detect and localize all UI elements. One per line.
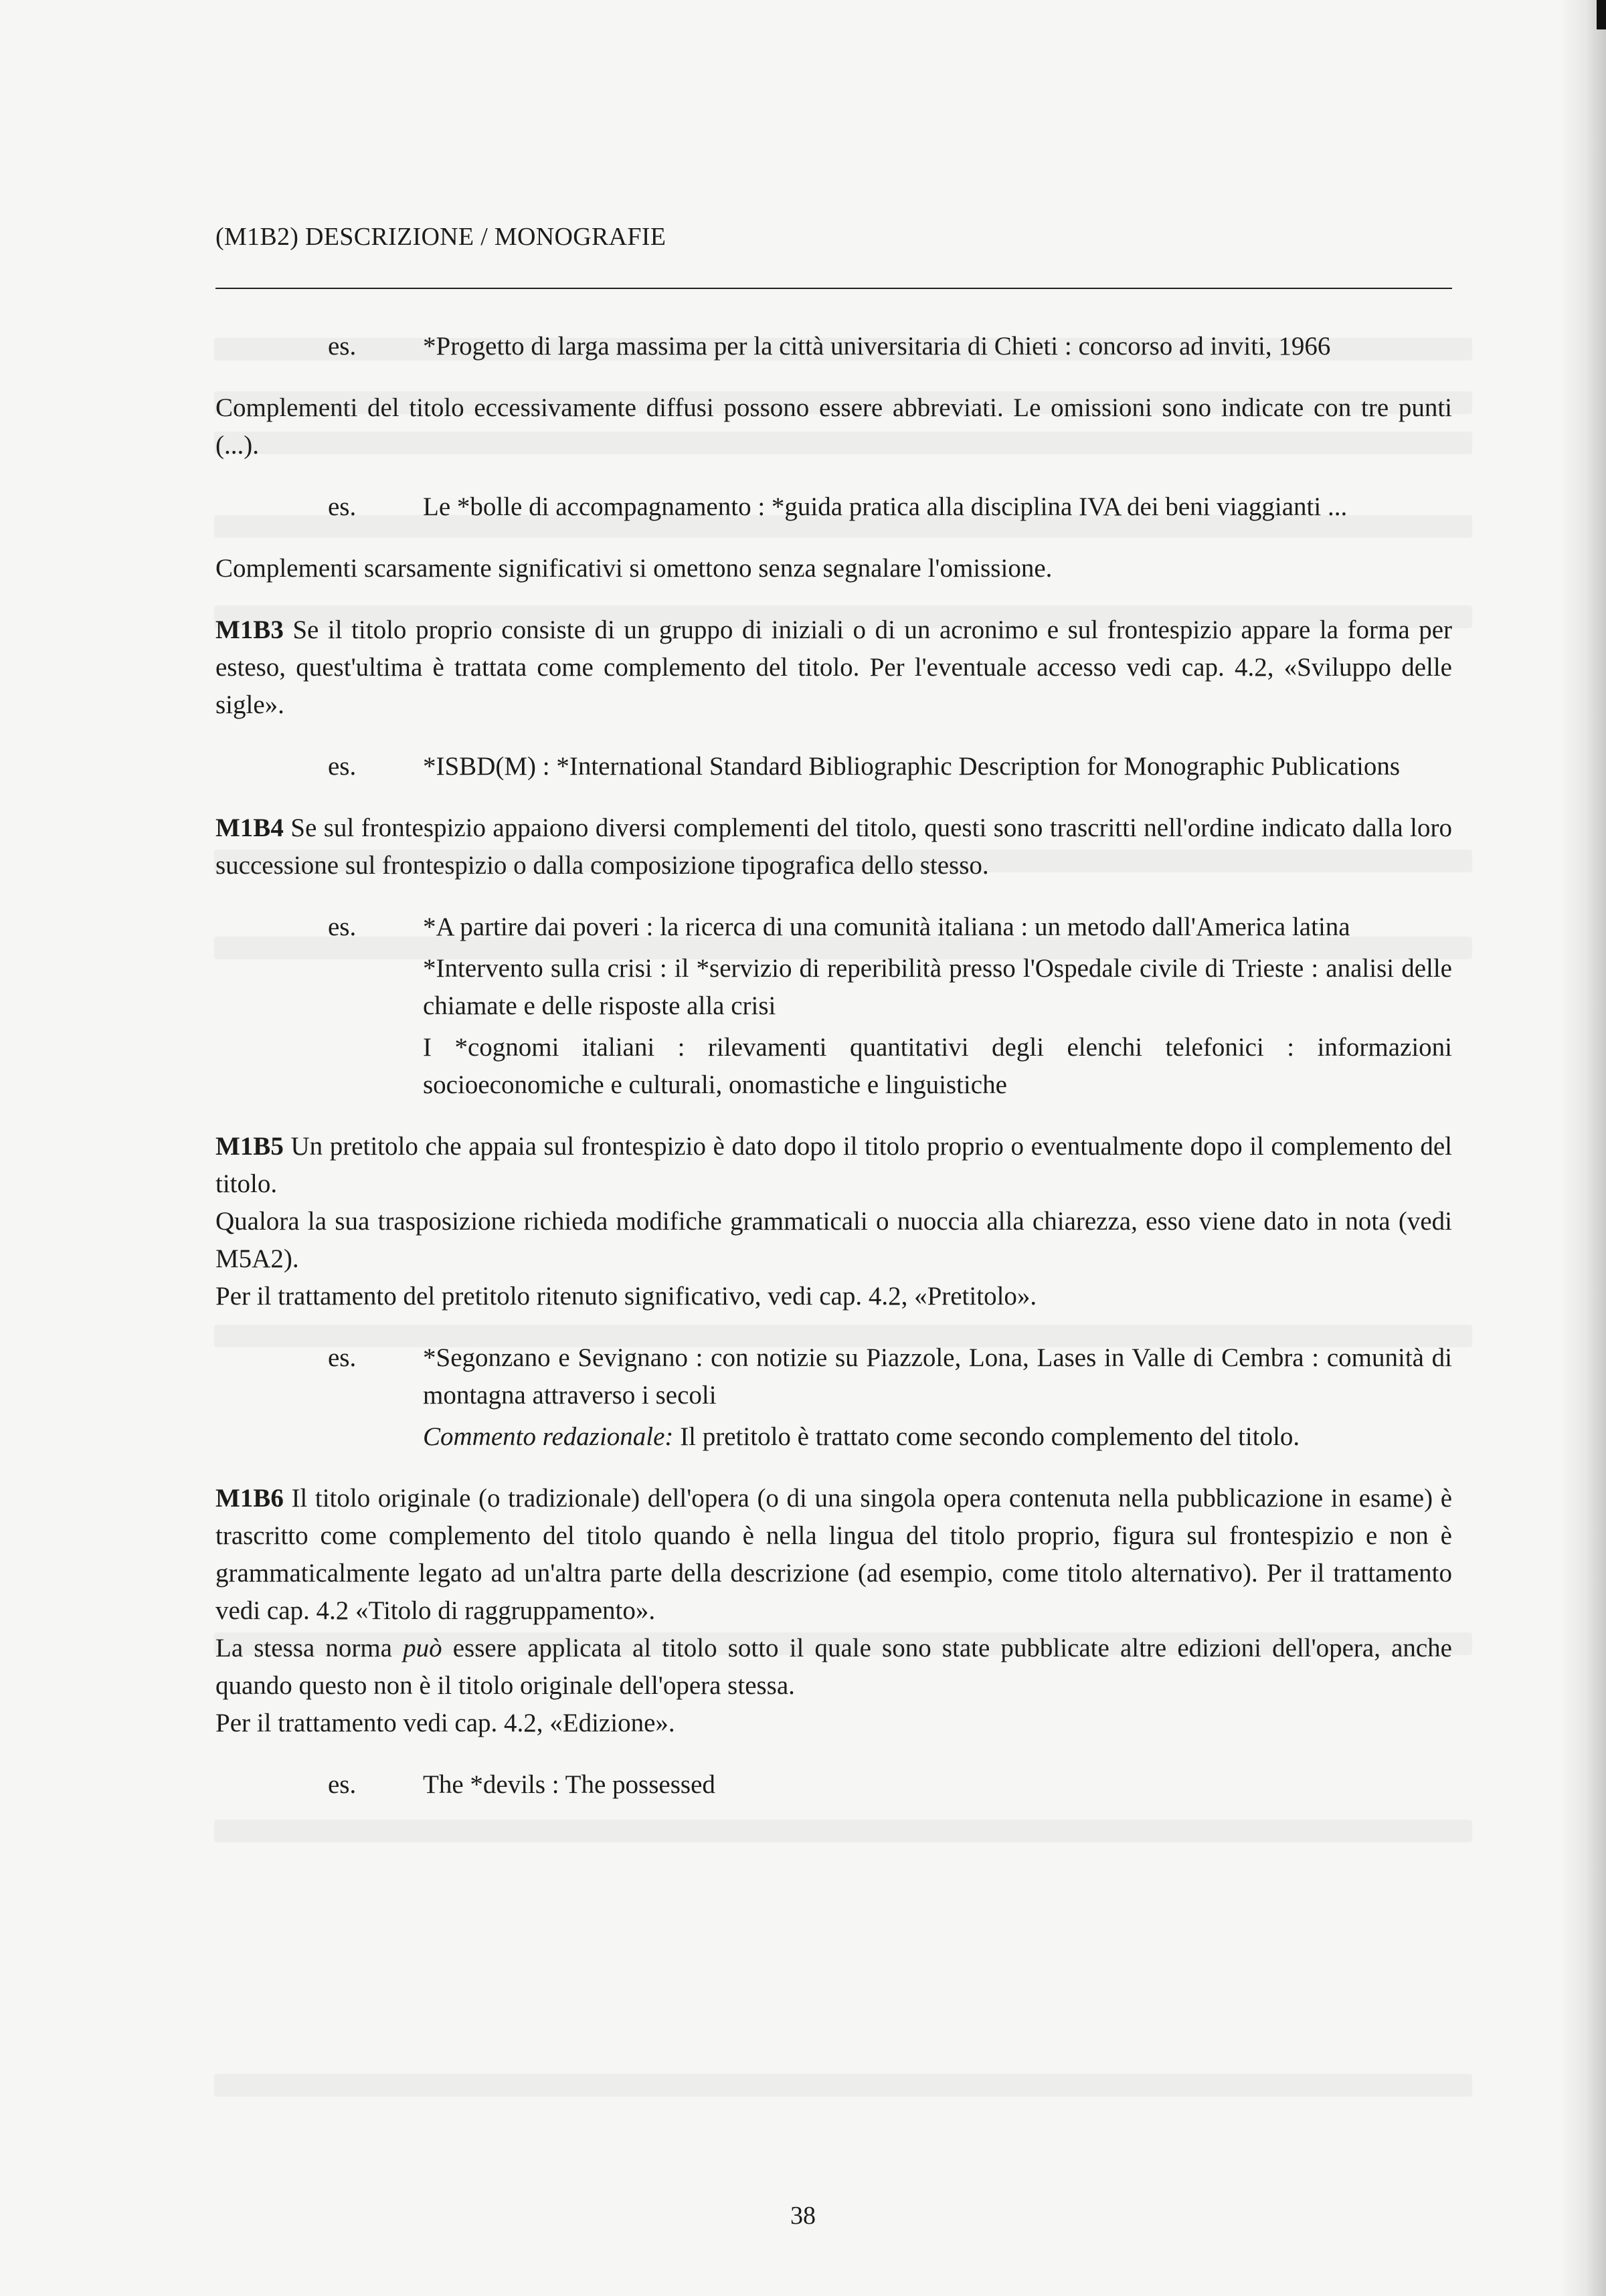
paragraph: Complementi scarsamente significativi si omettono senza segnalare l'omissione. [215, 554, 1053, 583]
example-label: es. [328, 492, 357, 521]
header-rule [215, 288, 1452, 289]
comment-label: Commento redazionale: [423, 1422, 674, 1451]
page-number: 38 [790, 2202, 816, 2230]
example-label: es. [328, 1343, 357, 1372]
rule-code: M1B6 [215, 1484, 284, 1513]
example-block [215, 328, 1452, 365]
example-block [215, 748, 1452, 785]
example-label: es. [328, 913, 357, 941]
example-block [215, 1766, 1452, 1804]
rule-code: M1B4 [215, 814, 284, 842]
rule-code: M1B5 [215, 1132, 284, 1161]
rule-text: La stessa norma [215, 1634, 404, 1662]
example-text: *Intervento sulla crisi : il *servizio di reperibilità presso l'Ospedale civile di Trieste : analisi delle chiamate e delle risposte alla crisi [423, 954, 1452, 1020]
rule-text: Un pretitolo che appaia sul frontespizio è dato dopo il titolo proprio o eventualmente dopo il complemento del titolo. [215, 1132, 1452, 1198]
example-block [215, 488, 1452, 526]
example-label: es. [328, 332, 357, 361]
example-block [215, 1339, 1452, 1456]
rule-m1b4 [215, 809, 1452, 884]
rule-m1b6 [215, 1480, 1452, 1742]
rule-text: Se sul frontespizio appaiono diversi complementi del titolo, questi sono trascritti nell'ordine indicato dalla loro successione sul frontespizio o dalla composizione tipografica dello stesso. [215, 814, 1452, 880]
rule-m1b5 [215, 1128, 1452, 1315]
editorial-comment [423, 1418, 1452, 1456]
page-body [215, 328, 1452, 1828]
rule-text: Per il trattamento del pretitolo ritenuto significativo, vedi cap. 4.2, «Pretitolo». [215, 1282, 1037, 1311]
scan-corner-mark [1597, 0, 1606, 29]
example-text: Le *bolle di accompagnamento : *guida pratica alla disciplina IVA dei beni viaggianti ... [423, 492, 1348, 521]
rule-text: Per il trattamento vedi cap. 4.2, «Edizione». [215, 1709, 675, 1737]
rule-text: Qualora la sua trasposizione richieda modifiche grammaticali o nuoccia alla chiarezza, esso viene dato in nota (vedi M5A2). [215, 1207, 1452, 1273]
rule-code: M1B3 [215, 615, 284, 644]
rule-text: Il titolo originale (o tradizionale) dell'opera (o di una singola opera contenuta nella pubblicazione in esame) è trascritto come complemento del titolo quando è nella lingua del titolo proprio, figura sul frontespizio e non è grammaticalmente legato ad un'altra parte della descrizione (ad esempio, come titolo alternativo). Per il trattamento vedi cap. 4.2 «Titolo di raggruppamento». [215, 1484, 1453, 1625]
rule-emphasis: può [403, 1634, 442, 1662]
example-text: *Progetto di larga massima per la città universitaria di Chieti : concorso ad inviti, 1966 [423, 332, 1331, 361]
rule-text: essere applicata al titolo sotto il quale sono state pubblicate altre edizioni dell'opera, anche quando questo non è il titolo originale dell'opera stessa. [215, 1634, 1452, 1700]
example-text: *ISBD(M) : *International Standard Bibliographic Description for Monographic Publications [423, 752, 1401, 781]
paragraph: Complementi del titolo eccessivamente diffusi possono essere abbreviati. Le omissioni sono indicate con tre punti (...). [215, 393, 1452, 460]
example-text: I *cognomi italiani : rilevamenti quantitativi degli elenchi telefonici : informazioni socioeconomiche e culturali, onomastiche e linguistiche [423, 1033, 1452, 1099]
example-label: es. [328, 752, 357, 781]
running-header: (M1B2) DESCRIZIONE / MONOGRAFIE [215, 223, 666, 251]
rule-text: Se il titolo proprio consiste di un gruppo di iniziali o di un acronimo e sul frontespizio appare la forma per esteso, quest'ultima è trattata come complemento del titolo. Per l'eventuale accesso vedi cap. 4.2, «Sviluppo delle sigle». [215, 615, 1452, 719]
example-text: *A partire dai poveri : la ricerca di una comunità italiana : un metodo dall'America latina [423, 913, 1350, 941]
bleed-through [214, 2074, 1472, 2097]
comment-text: Il pretitolo è trattato come secondo complemento del titolo. [673, 1422, 1300, 1451]
rule-m1b3 [215, 611, 1452, 724]
example-label: es. [328, 1770, 357, 1799]
page-edge-shadow [1559, 0, 1606, 2296]
example-block [215, 908, 1452, 1104]
example-text: *Segonzano e Sevignano : con notizie su Piazzole, Lona, Lases in Valle di Cembra : comunità di montagna attraverso i secoli [423, 1343, 1452, 1410]
example-text: The *devils : The possessed [423, 1770, 715, 1799]
